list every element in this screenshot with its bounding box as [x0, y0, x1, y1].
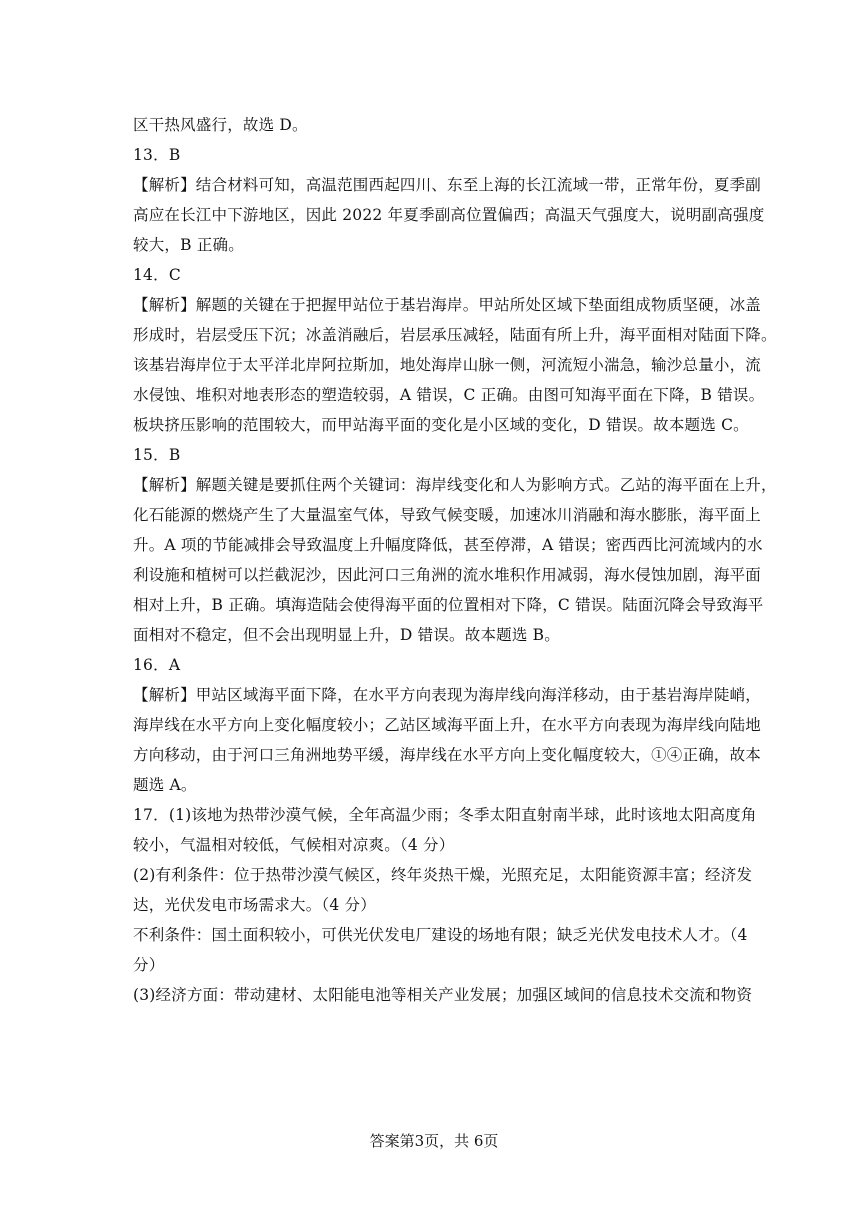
text-line: (2)有利条件：位于热带沙漠气候区，终年炎热干燥，光照充足，太阳能资源丰富；经济发 — [133, 866, 753, 884]
text-line: 利设施和植树可以拦截泥沙，因此河口三角洲的流水堆积作用减弱，海水侵蚀加剧，海平面 — [133, 566, 762, 584]
text-line: 分） — [133, 956, 165, 974]
text-line: 方向移动，由于河口三角洲地势平缓，海岸线在水平方向上变化幅度较大，①④正确，故本 — [133, 746, 762, 764]
text-line: 题选 A。 — [133, 776, 197, 794]
page-number: 答案第3页，共 6页 — [369, 1132, 499, 1150]
answer-content — [133, 110, 777, 1010]
text-line: 不利条件：国土面积较小，可供光伏发电厂建设的场地有限；缺乏光伏发电技术人才。（4 — [133, 926, 748, 944]
text-line: 【解析】解题关键是要抓住两个关键词：海岸线变化和人为影响方式。乙站的海平面在上升， — [133, 476, 777, 494]
text-line: 较大，B 正确。 — [133, 236, 244, 254]
question-number-14: 14．C — [133, 266, 181, 284]
text-line: 升。A 项的节能减排会导致温度上升幅度降低，甚至停滞，A 错误；密西西比河流域内的水 — [133, 536, 763, 554]
text-line: 【解析】甲站区域海平面下降，在水平方向表现为海岸线向海洋移动，由于基岩海岸陡峭， — [133, 686, 762, 704]
text-line: 该基岩海岸位于太平洋北岸阿拉斯加，地处海岸山脉一侧，河流短小湍急，输沙总量小，流 — [133, 356, 762, 374]
text-line: 面相对不稳定，但不会出现明显上升，D 错误。故本题选 B。 — [133, 626, 560, 644]
text-line: 达，光伏发电市场需求大。（4 分） — [133, 896, 376, 914]
question-number-16: 16．A — [133, 656, 181, 674]
question-number-17: 17．(1)该地为热带沙漠气候，全年高温少雨；冬季太阳直射南半球，此时该地太阳高度角 — [133, 806, 757, 824]
text-line: 【解析】结合材料可知，高温范围西起四川、东至上海的长江流域一带，正常年份，夏季副 — [133, 176, 762, 194]
question-number-15: 15．B — [133, 446, 181, 464]
page-footer — [0, 1130, 868, 1152]
text-line: 形成时，岩层受压下沉；冰盖消融后，岩层承压减轻，陆面有所上升，海平面相对陆面下降。 — [133, 326, 777, 344]
text-line: 水侵蚀、堆积对地表形态的塑造较弱，A 错误，C 正确。由图可知海平面在下降，B 错误。 — [133, 386, 765, 404]
text-line: 较小，气温相对较低，气候相对凉爽。（4 分） — [133, 836, 455, 854]
question-number-13: 13．B — [133, 146, 181, 164]
text-line: 海岸线在水平方向上变化幅度较小；乙站区域海平面上升，在水平方向表现为海岸线向陆地 — [133, 716, 762, 734]
text-line: 【解析】解题的关键在于把握甲站位于基岩海岸。甲站所处区域下垫面组成物质坚硬，冰盖 — [133, 296, 762, 314]
text-line: (3)经济方面：带动建材、太阳能电池等相关产业发展；加强区域间的信息技术交流和物资 — [133, 986, 753, 1004]
text-line: 高应在长江中下游地区，因此 2022 年夏季副高位置偏西；高温天气强度大，说明副高强度 — [133, 206, 765, 224]
text-line: 化石能源的燃烧产生了大量温室气体，导致气候变暖，加速冰川消融和海水膨胀，海平面上 — [133, 506, 762, 524]
text-line: 板块挤压影响的范围较大，而甲站海平面的变化是小区域的变化，D 错误。故本题选 C。 — [133, 416, 749, 434]
text-line: 区干热风盛行，故选 D。 — [133, 116, 308, 134]
text-line: 相对上升，B 正确。填海造陆会使得海平面的位置相对下降，C 错误。陆面沉降会导致海平 — [133, 596, 764, 614]
